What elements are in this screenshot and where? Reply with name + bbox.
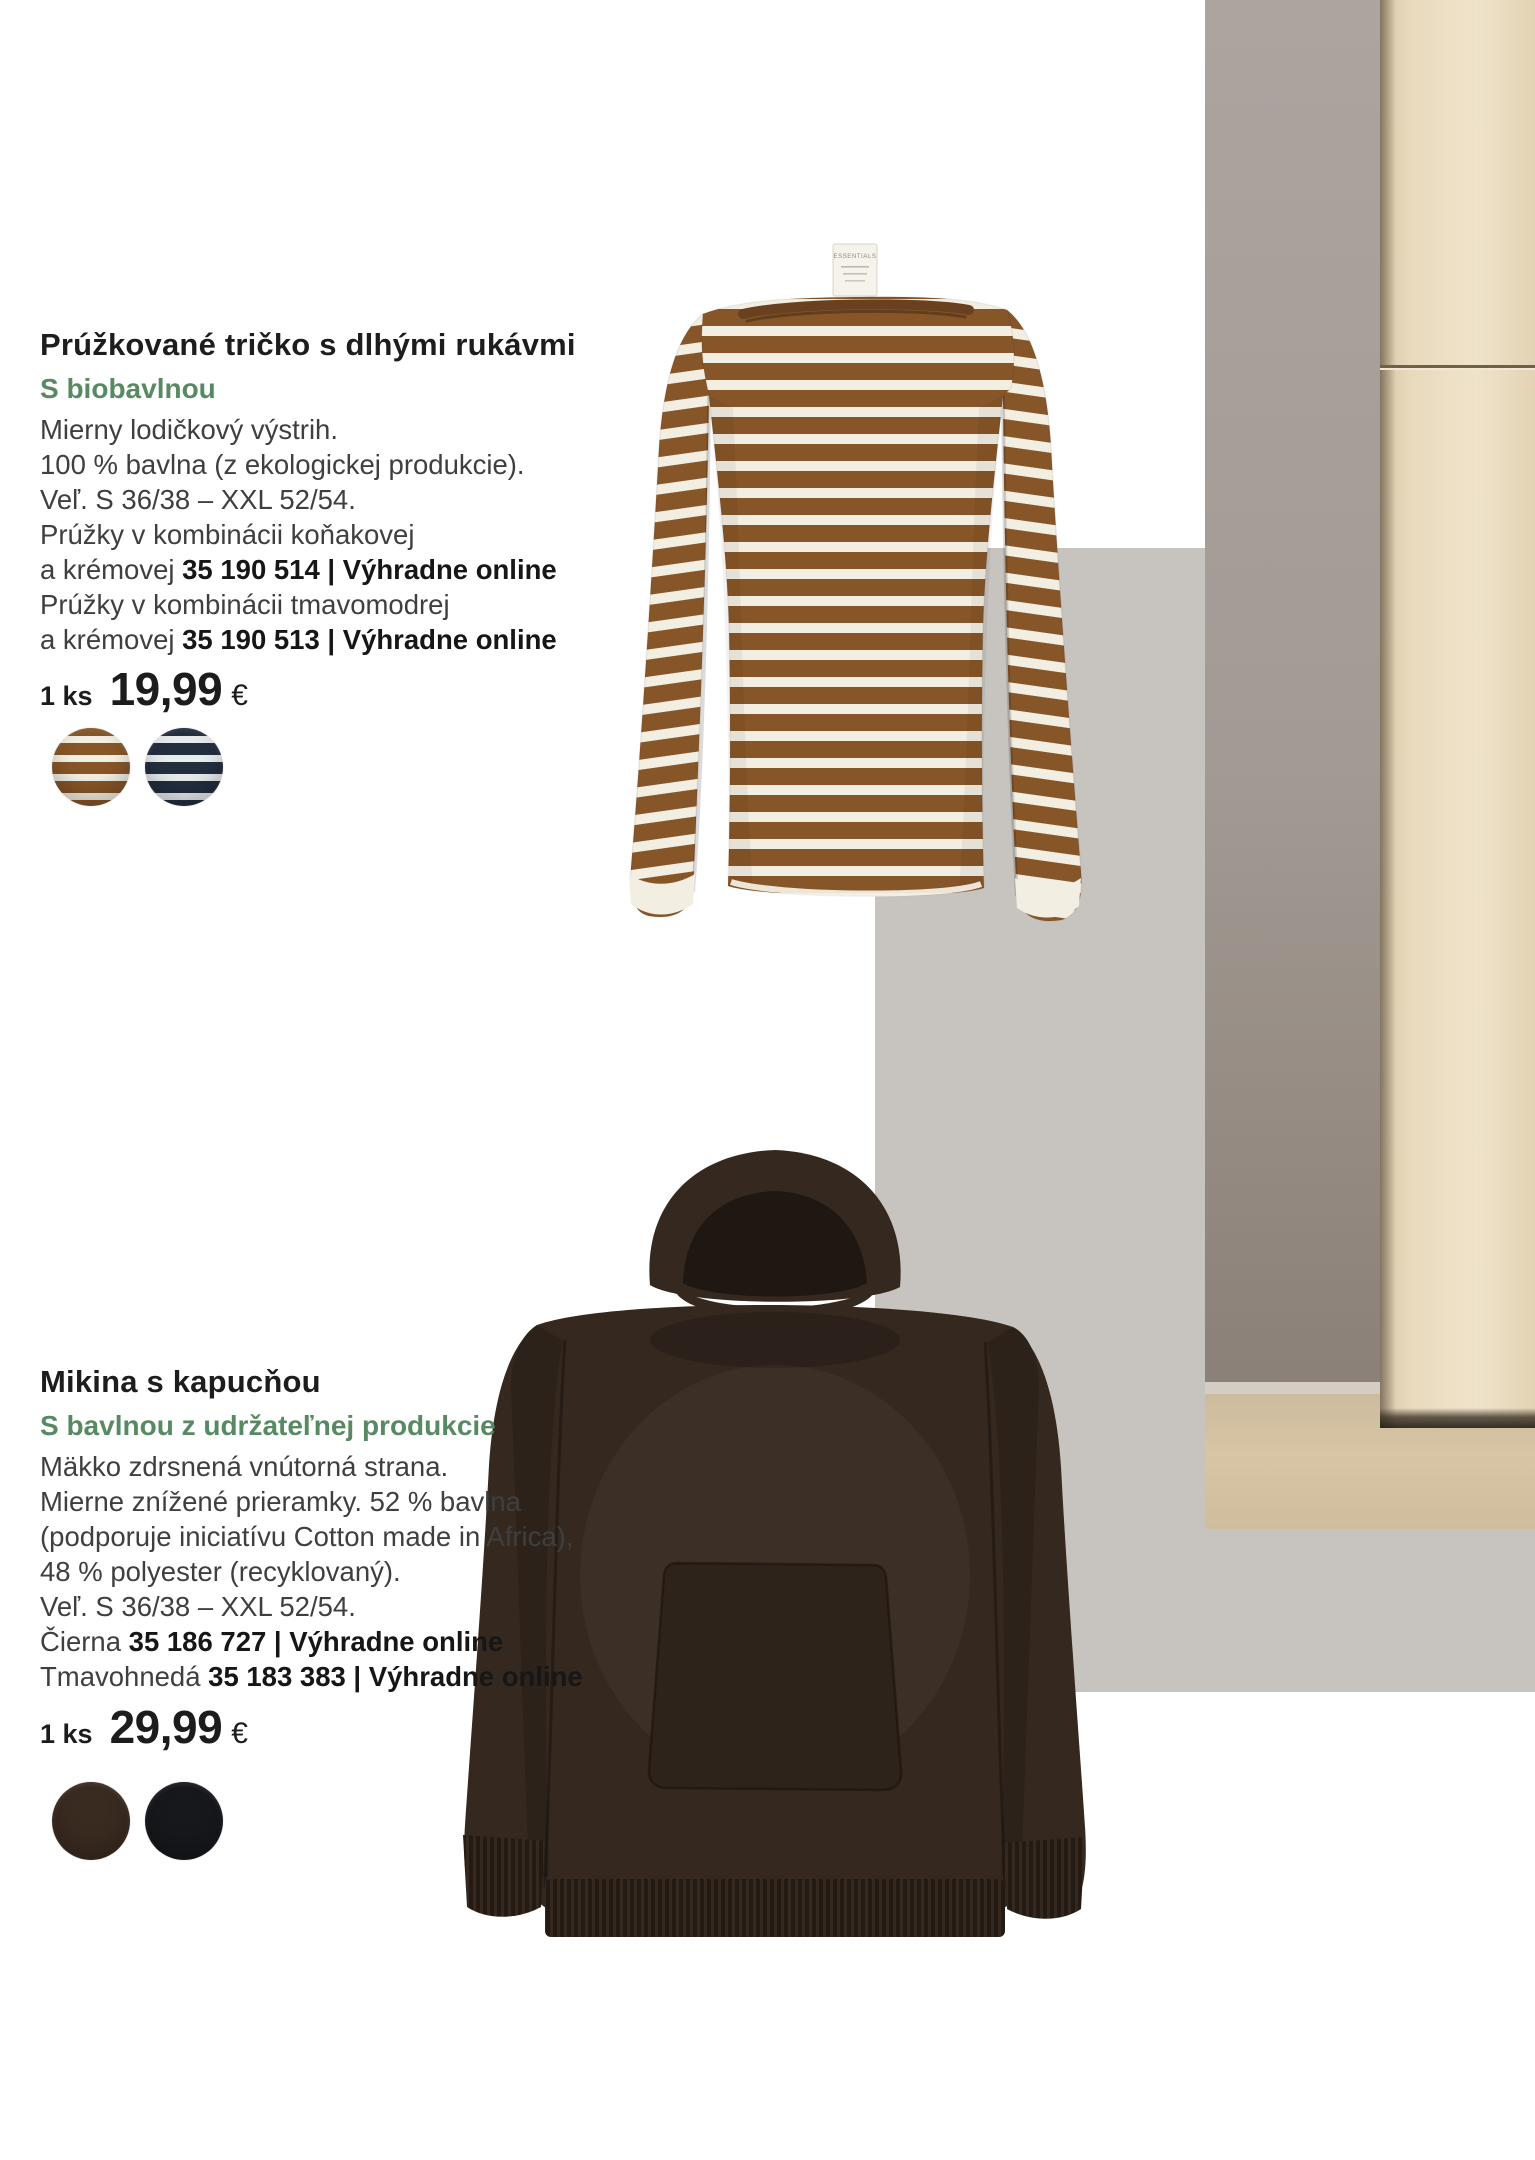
color-swatch-black[interactable] <box>145 1782 223 1860</box>
product-2-info <box>40 1362 583 1694</box>
product-2-title: Mikina s kapucňou <box>40 1364 321 1399</box>
product-1-color-swatches <box>52 728 223 806</box>
hoodie-kangaroo-pocket <box>649 1563 901 1790</box>
product-2-color-swatches <box>52 1782 223 1860</box>
photo-wall <box>1205 0 1383 1394</box>
product-description-line: 100 % bavlna (z ekologickej produkcie). <box>40 449 525 480</box>
product-description-line: (podporuje iniciatívu Cotton made in Africa), <box>40 1521 574 1552</box>
product-2-description <box>40 1449 583 1694</box>
shirt-body <box>702 297 1014 896</box>
product-description-line: Mierne znížené prieramky. 52 % bavlna <box>40 1486 521 1517</box>
product-1-subtitle: S biobavlnou <box>40 373 216 404</box>
price-currency: € <box>231 1717 248 1750</box>
hoodie-hood <box>649 1150 900 1318</box>
product-description-line: Čierna 35 186 727 | Výhradne online <box>40 1626 504 1657</box>
product-description-line: Veľ. S 36/38 – XXL 52/54. <box>40 484 356 515</box>
shirt-neck-label-text: ESSENTIALS <box>833 254 877 260</box>
product-description-line: Tmavohnedá 35 183 383 | Výhradne online <box>40 1661 583 1692</box>
product-description-line: Mierny lodičkový výstrih. <box>40 414 338 445</box>
product-description-line: Prúžky v kombinácii koňakovej <box>40 519 415 550</box>
product-description-line: Prúžky v kombinácii tmavomodrej <box>40 589 450 620</box>
photo-stone-tiles <box>1380 0 1535 1428</box>
color-swatch-navy-cream-stripes[interactable] <box>145 728 223 806</box>
product-description-line: Veľ. S 36/38 – XXL 52/54. <box>40 1591 356 1622</box>
product-1-description <box>40 412 576 657</box>
product-1-info <box>40 325 576 657</box>
product-2-subtitle: S bavlnou z udržateľnej produkcie <box>40 1410 496 1441</box>
product-1-title: Prúžkované tričko s dlhými rukávmi <box>40 327 576 362</box>
product-1-price <box>40 662 248 716</box>
stone-edge-shadow <box>1380 0 1396 1428</box>
stone-base-shadow <box>1380 1408 1535 1428</box>
product-description-line: Mäkko zdrsnená vnútorná strana. <box>40 1451 449 1482</box>
price-quantity: 1 ks <box>40 681 93 711</box>
price-value: 29,99 <box>109 1701 223 1753</box>
photo-baseboard <box>1205 1382 1383 1394</box>
shirt-neck-label <box>833 244 877 296</box>
stone-tile-seam <box>1380 365 1535 370</box>
color-swatch-cognac-cream-stripes[interactable] <box>52 728 130 806</box>
color-swatch-dark-brown[interactable] <box>52 1782 130 1860</box>
product-2-price <box>40 1700 248 1754</box>
product-description-line: a krémovej 35 190 514 | Výhradne online <box>40 554 557 585</box>
product-description-line: 48 % polyester (recyklovaný). <box>40 1556 401 1587</box>
price-quantity: 1 ks <box>40 1719 93 1749</box>
interior-photo <box>1205 0 1535 1529</box>
price-value: 19,99 <box>109 663 223 715</box>
striped-shirt-product-image <box>615 228 1115 938</box>
price-currency: € <box>231 679 248 712</box>
product-description-line: a krémovej 35 190 513 | Výhradne online <box>40 624 557 655</box>
